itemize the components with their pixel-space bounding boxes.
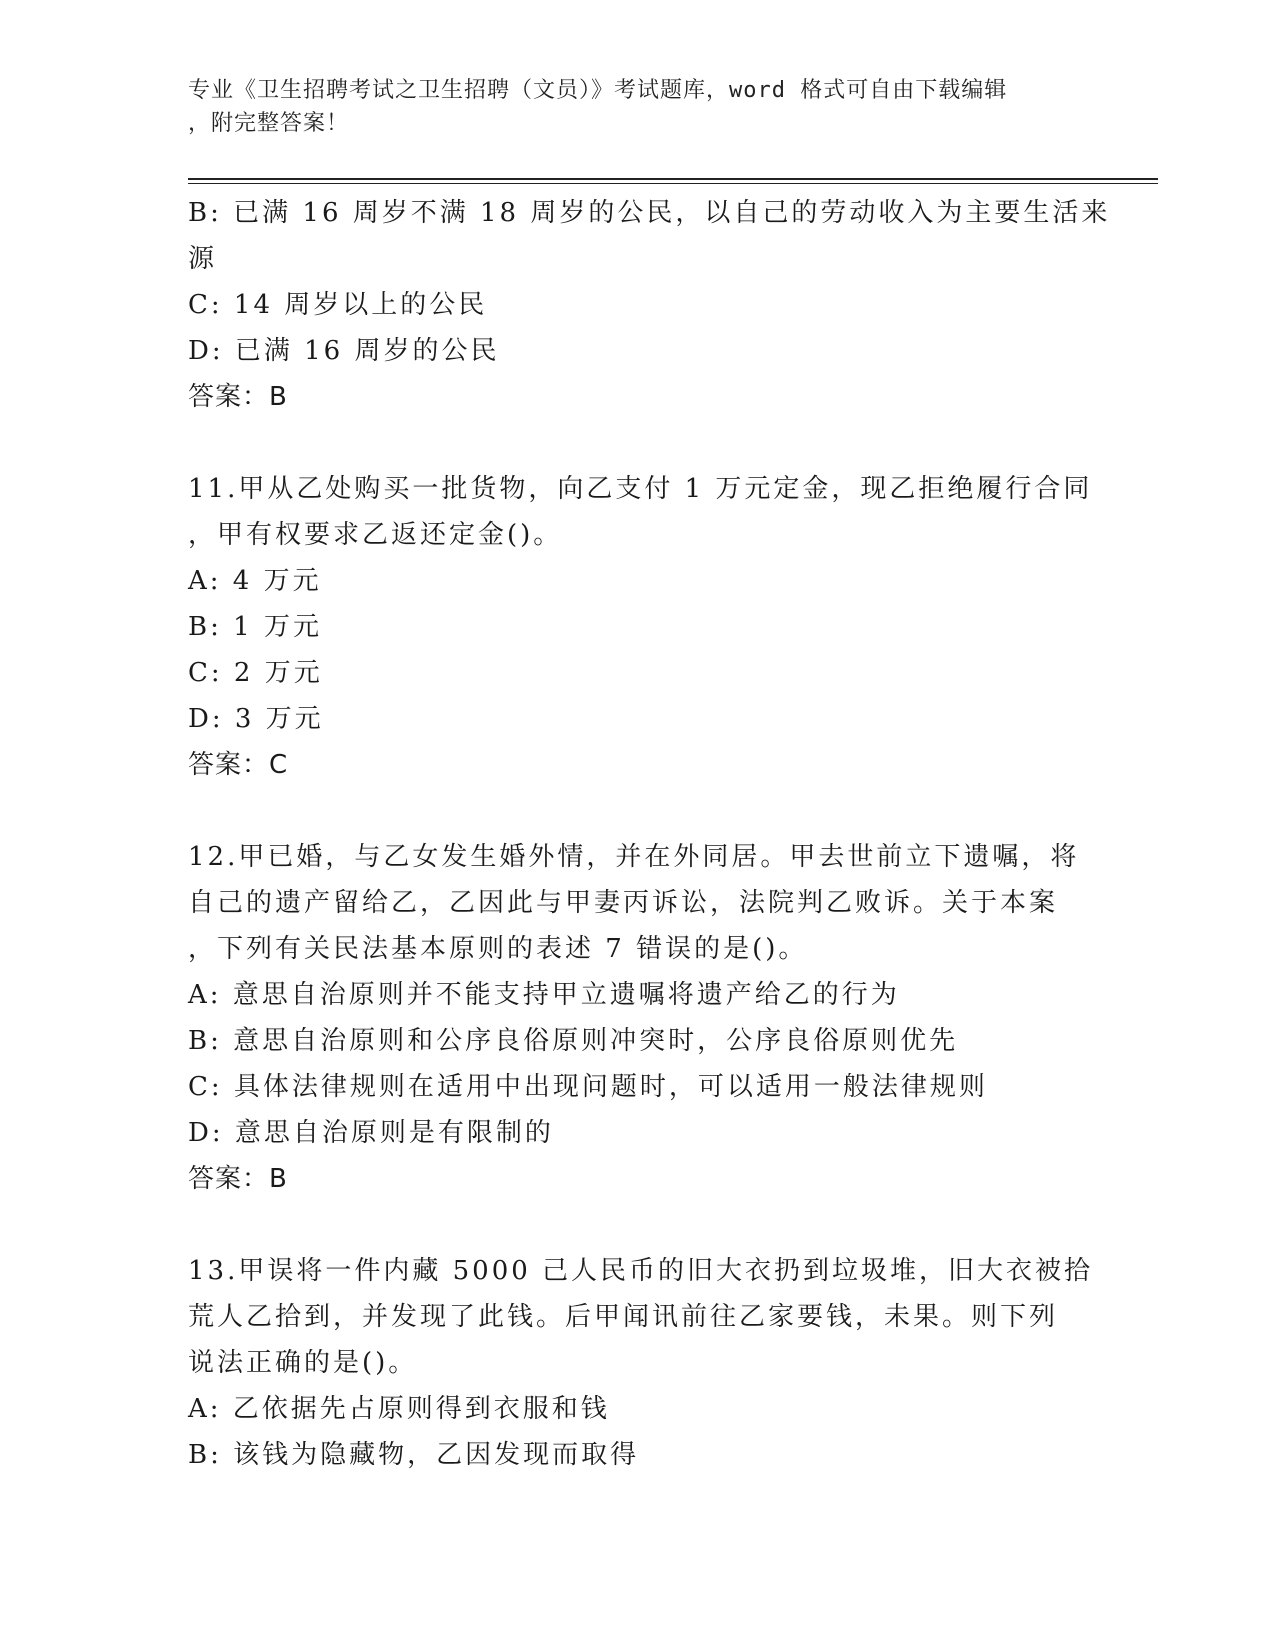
question-stem-line-3: 说法正确的是()。 [188, 1348, 418, 1378]
answer: 答案：B [188, 382, 288, 412]
answer: 答案：C [188, 750, 289, 780]
answer: 答案：B [188, 1164, 288, 1194]
option-a: A: 乙依据先占原则得到衣服和钱 [188, 1394, 610, 1424]
question-13 [188, 1248, 1094, 1478]
page-header [188, 74, 1088, 140]
option-c: C: 具体法律规则在适用中出现问题时，可以适用一般法律规则 [188, 1072, 988, 1102]
question-stem-line-3: ，下列有关民法基本原则的表述 7 错误的是()。 [188, 934, 808, 964]
spacer [188, 788, 1088, 834]
option-b-line-1: B: 已满 16 周岁不满 18 周岁的公民，以自己的劳动收入为主要生活来 [188, 198, 1111, 228]
question-stem-line-1: 11.甲从乙处购买一批货物，向乙支付 1 万元定金，现乙拒绝履行合同 [188, 474, 1093, 504]
option-b: B: 1 万元 [188, 612, 322, 642]
question-12 [188, 834, 1088, 1202]
header-line-2: ，附完整答案！ [188, 111, 350, 136]
header-line-1: 专业《卫生招聘考试之卫生招聘（文员）》考试题库，word 格式可自由下载编辑 [188, 78, 1008, 103]
question-stem-line-1: 13.甲误将一件内藏 5000 己人民币的旧大衣扔到垃圾堆，旧大衣被拾 [188, 1256, 1094, 1286]
option-d: D: 意思自治原则是有限制的 [188, 1118, 554, 1148]
question-11 [188, 466, 1093, 788]
spacer [188, 420, 1088, 466]
document-body [188, 190, 1111, 1478]
option-c: C: 14 周岁以上的公民 [188, 290, 488, 320]
spacer [188, 1202, 1088, 1248]
header-rule-thick [188, 178, 1158, 180]
option-d: D: 已满 16 周岁的公民 [188, 336, 500, 366]
option-b-line-2: 源 [188, 244, 218, 274]
option-d: D: 3 万元 [188, 704, 324, 734]
option-b: B: 意思自治原则和公序良俗原则冲突时，公序良俗原则优先 [188, 1026, 959, 1056]
option-c: C: 2 万元 [188, 658, 323, 688]
question-stem-line-2: ，甲有权要求乙返还定金()。 [188, 520, 563, 550]
question-10 [188, 190, 1111, 420]
question-stem-line-1: 12.甲已婚，与乙女发生婚外情，并在外同居。甲去世前立下遗嘱，将 [188, 842, 1080, 872]
header-rule-thin [188, 183, 1158, 184]
question-stem-line-2: 自己的遗产留给乙，乙因此与甲妻丙诉讼，法院判乙败诉。关于本案 [188, 888, 1059, 918]
question-stem-line-2: 荒人乙拾到，并发现了此钱。后甲闻讯前往乙家要钱，未果。则下列 [188, 1302, 1059, 1332]
option-a: A: 意思自治原则并不能支持甲立遗嘱将遗产给乙的行为 [188, 980, 900, 1010]
option-b: B: 该钱为隐藏物，乙因发现而取得 [188, 1440, 640, 1470]
option-a: A: 4 万元 [188, 566, 322, 596]
